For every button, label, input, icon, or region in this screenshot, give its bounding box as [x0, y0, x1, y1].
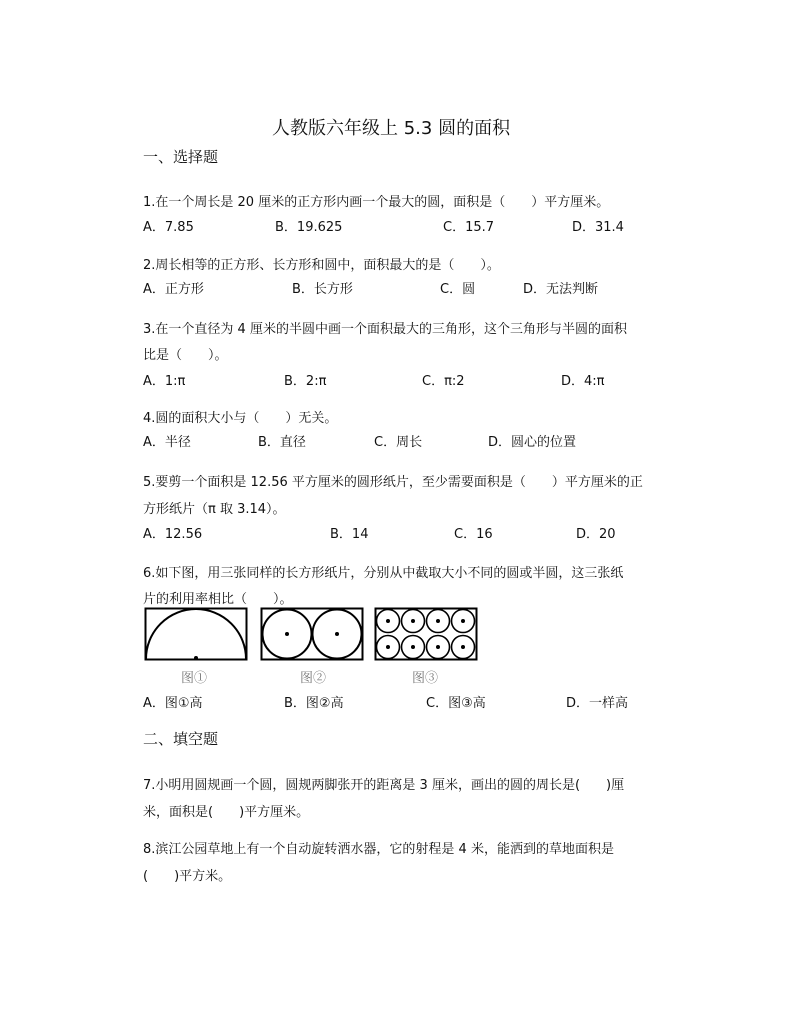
q3-option-b: B．2:π [284, 374, 327, 389]
q1-option-c: C．15.7 [443, 220, 495, 235]
question-8-line-1: 8.滨江公园草地上有一个自动旋转洒水器，它的射程是 4 米，能洒到的草地面积是 [143, 842, 614, 857]
figure-1-caption: 图① [181, 671, 208, 686]
q6-option-a: A．图①高 [143, 696, 203, 711]
q3-option-c: C．π:2 [422, 374, 465, 389]
figure-2-caption: 图② [300, 671, 327, 686]
question-1: 1.在一个周长是 20 厘米的正方形内画一个最大的圆，面积是（ ）平方厘米。 [143, 195, 610, 210]
q5-option-d: D．20 [576, 527, 616, 542]
question-6-line-1: 6.如下图，用三张同样的长方形纸片，分别从中截取大小不同的圆或半圆，这三张纸 [143, 566, 624, 581]
q4-option-b: B．直径 [258, 435, 306, 450]
figure-1-semicircle [144, 607, 248, 661]
q5-option-b: B．14 [330, 527, 369, 542]
q2-option-b: B．长方形 [292, 282, 353, 297]
q5-option-c: C．16 [454, 527, 493, 542]
question-3-line-1: 3.在一个直径为 4 厘米的半圆中画一个面积最大的三角形，这个三角形与半圆的面积 [143, 322, 627, 337]
q1-option-b: B．19.625 [275, 220, 343, 235]
page-title: 人教版六年级上 5.3 圆的面积 [272, 118, 511, 139]
figure-3-eight-circles [374, 607, 478, 661]
q4-option-c: C．周长 [374, 435, 423, 450]
question-8-line-2: ( )平方米。 [143, 869, 232, 884]
q1-option-d: D．31.4 [572, 220, 624, 235]
question-5-line-1: 5.要剪一个面积是 12.56 平方厘米的圆形纸片，至少需要面积是（ ）平方厘米的正 [143, 475, 643, 490]
q6-option-d: D．一样高 [566, 696, 629, 711]
question-6-line-2: 片的利用率相比（ ）。 [143, 592, 293, 607]
question-3-line-2: 比是（ ）。 [143, 348, 228, 363]
q3-option-a: A．1:π [143, 374, 186, 389]
q6-option-b: B．图②高 [284, 696, 344, 711]
q3-option-d: D．4:π [561, 374, 605, 389]
question-7-line-1: 7.小明用圆规画一个圆，圆规两脚张开的距离是 3 厘米，画出的圆的周长是( )厘 [143, 778, 625, 793]
q6-option-c: C．图③高 [426, 696, 486, 711]
q1-option-a: A．7.85 [143, 220, 194, 235]
q4-option-d: D．圆心的位置 [488, 435, 577, 450]
q4-option-a: A．半径 [143, 435, 191, 450]
question-5-line-2: 方形纸片（π 取 3.14）。 [143, 502, 286, 517]
section-heading-choice: 一、选择题 [143, 148, 219, 166]
section-heading-fill-blank: 二、填空题 [143, 730, 219, 748]
question-7-line-2: 米，面积是( )平方厘米。 [143, 805, 310, 820]
q5-option-a: A．12.56 [143, 527, 203, 542]
question-4: 4.圆的面积大小与（ ）无关。 [143, 411, 338, 426]
q2-option-c: C．圆 [440, 282, 476, 297]
question-2: 2.周长相等的正方形、长方形和圆中，面积最大的是（ ）。 [143, 258, 500, 273]
figure-3-caption: 图③ [412, 671, 439, 686]
figure-2-two-circles [260, 607, 364, 661]
q2-option-d: D．无法判断 [523, 282, 599, 297]
q2-option-a: A．正方形 [143, 282, 204, 297]
